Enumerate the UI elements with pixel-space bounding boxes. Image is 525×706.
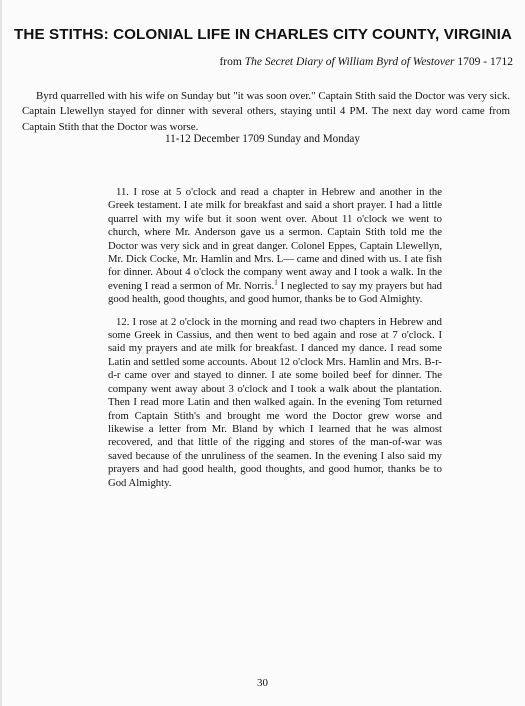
page-title: THE STITHS: COLONIAL LIFE IN CHARLES CITY COUNTY, VIRGINIA (14, 26, 513, 43)
diary-entry-12: 12. I rose at 2 o'clock in the morning and read two chapters in Hebrew and some Greek in Cassius, and then went to bed again and rose at 7 o'clock. I said my prayers and ate milk for breakfast. I danced my dance. I read some Latin and settled some accounts. About 12 o'clock Mrs. Hamlin and Mrs. B-r-d-r came over and stayed to dinner. I ate some boiled beef for dinner. The company went away about 3 o'clock and I took a walk about the plantation. Then I read more Latin and then walked again. In the evening Tom returned from Captain Stith's and brought me word the Doctor grew worse and likewise a letter from Mr. Bland by which I learned that he was almost recovered, and that little of the rigging and stores of the man-of-war was saved because of the unruliness of the seamen. In the evening I also said my prayers and had good health, good thoughts, and good humor, thanks be to God Almighty. (108, 315, 442, 489)
entry-11-text-continued: I neglected to say my prayers but had good health, good thoughts, and good humor, thanks be to God Almighty. (108, 279, 442, 306)
scan-edge (0, 0, 2, 706)
footnote-marker: 1 (274, 278, 278, 287)
intro-paragraph: Byrd quarrelled with his wife on Sunday but "it was soon over." Captain Stith said the Doctor was very sick. Captain Llewellyn stayed for dinner with several others, staying until 4 PM. The next day word came from Captain Stith that the Doctor was worse. (22, 89, 510, 133)
source-citation (219, 56, 513, 68)
diary-excerpt (108, 186, 442, 499)
diary-entry-11 (108, 186, 442, 307)
source-prefix: from (219, 56, 245, 68)
source-years: 1709 - 1712 (454, 56, 513, 68)
page-number: 30 (257, 677, 268, 689)
entry-11-text: 11. I rose at 5 o'clock and read a chapter in Hebrew and another in the Greek testament. I ate milk for breakfast and said a short prayer. I had a little quarrel with my wife but it soon went over. About 11 o'clock we went to church, where Mr. Anderson gave us a sermon. Captain Stith told me the Doctor was very sick and in great danger. Colonel Eppes, Captain Llewellyn, Mr. Dick Cocke, Mr. Hamlin and Mrs. L— came and dined with us. I ate fish for dinner. About 4 o'clock the company went away and I took a walk. In the evening I read a sermon of Mr. Norris. (108, 186, 442, 292)
date-heading: 11-12 December 1709 Sunday and Monday (164, 133, 360, 145)
source-book-title: The Secret Diary of William Byrd of Westover (244, 56, 455, 68)
